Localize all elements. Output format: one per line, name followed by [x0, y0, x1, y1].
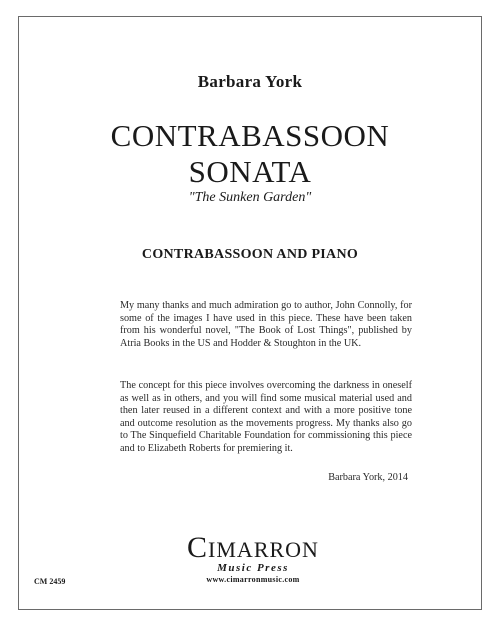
program-note-paragraph-2: The concept for this piece involves overcoming the darkness in oneself as well as in others, and you will find some musical material used and then later reused in a different context and with a more positive tone and outcome resolution as the movements progress. My thanks also go to The Sinquefield Charitable Foundation for commissioning this piece and to Elizabeth Roberts for premiering it.	[120, 380, 412, 454]
publisher-logo	[178, 531, 328, 584]
logo-rest: IMARRON	[208, 537, 319, 562]
catalog-number: CM 2459	[34, 577, 66, 586]
publisher-logo-subtitle: Music Press	[217, 562, 289, 574]
title-line-2: SONATA	[188, 154, 312, 189]
logo-initial: C	[187, 531, 209, 564]
instrumentation: CONTRABASSOON AND PIANO	[141, 247, 359, 262]
composer-name: Barbara York	[197, 72, 303, 91]
program-note-paragraph-1: My many thanks and much admiration go to author, John Connolly, for some of the images I have used in this piece. These have been taken from his wonderful novel, "The Book of Lost Things", published by Atria Books in the US and Hodder & Stoughton in the UK.	[120, 300, 412, 349]
subtitle: "The Sunken Garden"	[188, 190, 312, 205]
publisher-url: www.cimarronmusic.com	[206, 575, 300, 584]
title-line-1: CONTRABASSOON	[110, 118, 390, 153]
publisher-logo-wordmark	[178, 531, 328, 564]
note-signature: Barbara York, 2014	[328, 472, 408, 483]
